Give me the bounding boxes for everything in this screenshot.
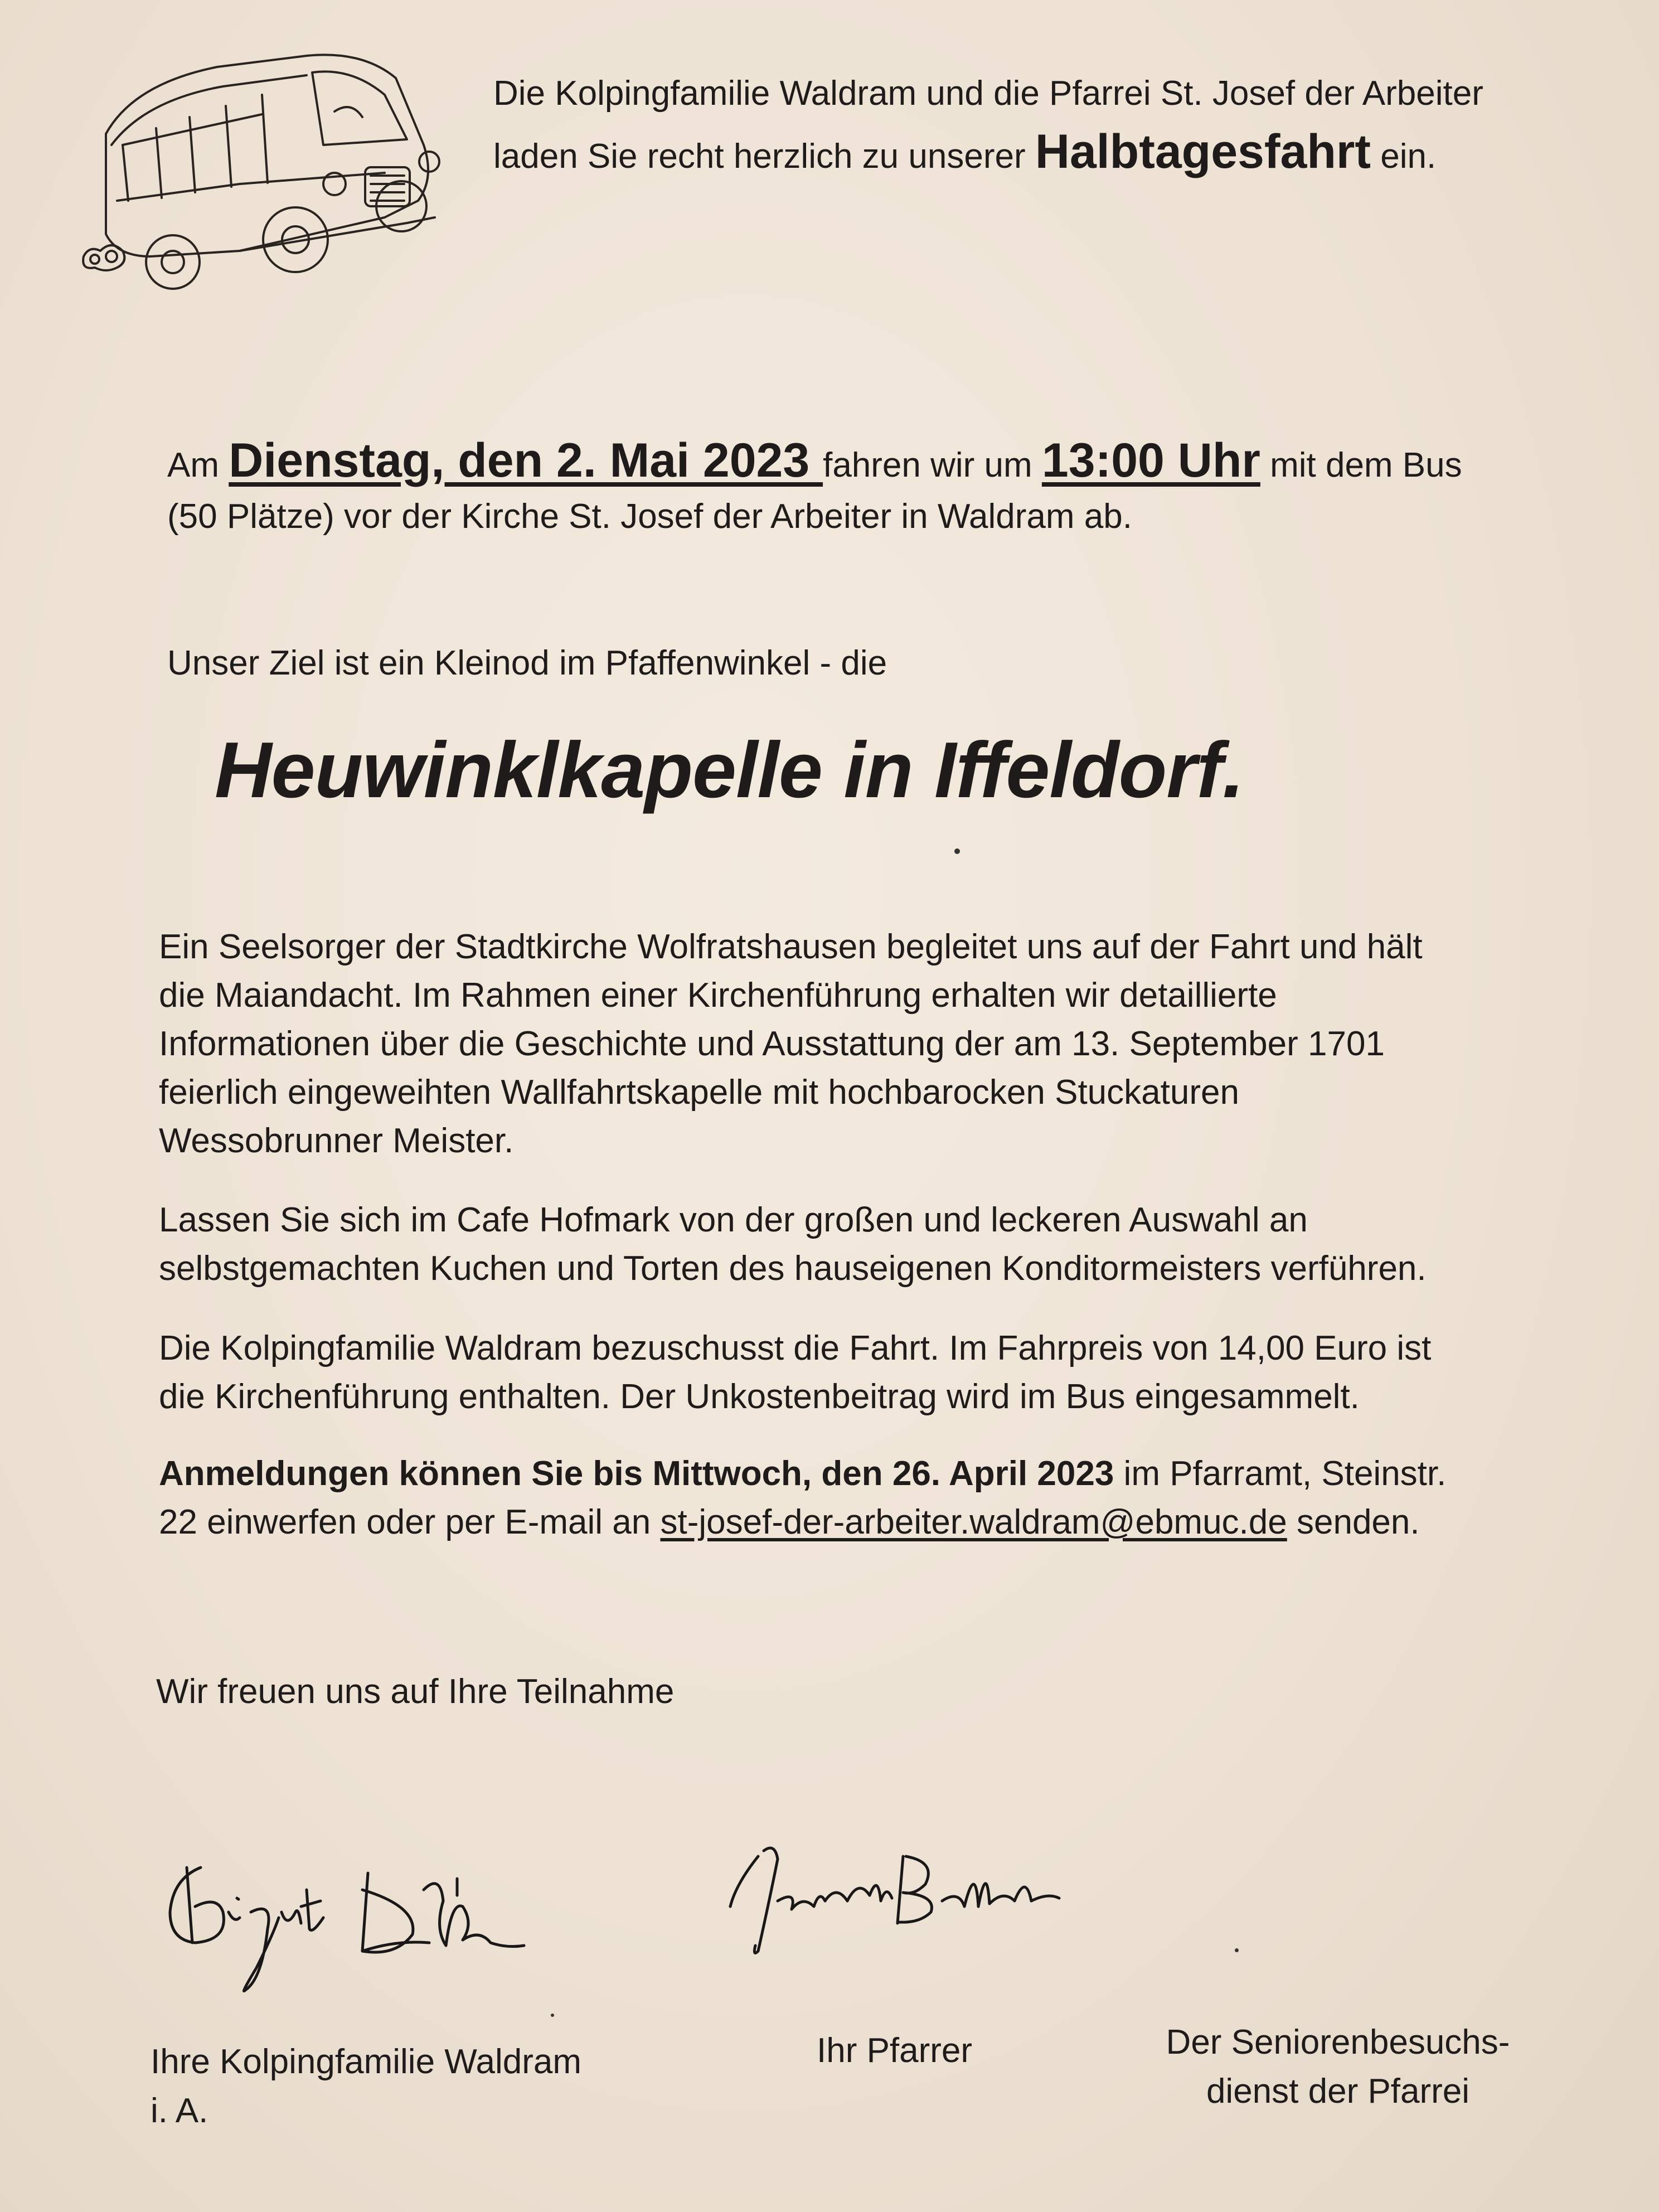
closing-line: Wir freuen uns auf Ihre Teilnahme: [156, 1672, 675, 1711]
program-line: die Maiandacht. Im Rahmen einer Kirchenführung erhalten wir detaillierte: [159, 976, 1277, 1015]
cafe-line: selbstgemachten Kuchen und Torten des hauseigenen Konditormeisters verführen.: [159, 1249, 1427, 1288]
paragraph-cafe: [159, 1196, 1541, 1293]
departure-middle: fahren wir um: [823, 446, 1042, 484]
program-line: Wessobrunner Meister.: [159, 1122, 514, 1160]
program-line: Informationen über die Geschichte und Ausstattung der am 13. September 1701: [159, 1025, 1385, 1063]
kolping-ia: i. A.: [151, 2092, 208, 2130]
departure-line-1: [167, 435, 1505, 491]
stray-dot: [551, 2014, 554, 2017]
intro-line-2-start: laden Sie recht herzlich zu unserer: [493, 137, 1035, 176]
footer-senioren: [1148, 2018, 1527, 2116]
destination-intro: Unser Ziel ist ein Kleinod im Pfaffenwinkel - die: [167, 644, 887, 682]
departure-paragraph: [167, 435, 1505, 542]
intro-line-2: [493, 123, 1553, 186]
stray-dot: [954, 848, 960, 854]
price-line: die Kirchenführung enthalten. Der Unkostenbeitrag wird im Bus eingesammelt.: [159, 1377, 1360, 1416]
paragraph-registration: [159, 1449, 1541, 1546]
cafe-line: Lassen Sie sich im Cafe Hofmark von der großen und leckeren Auswahl an: [159, 1201, 1308, 1239]
registration-place: im Pfarramt, Steinstr.: [1114, 1454, 1447, 1493]
intro-text: [493, 64, 1553, 186]
senioren-line: dienst der Pfarrei: [1206, 2072, 1470, 2111]
program-line: Ein Seelsorger der Stadtkirche Wolfratshausen begleitet uns auf der Fahrt und hält: [159, 928, 1423, 966]
registration-deadline: Anmeldungen können Sie bis Mittwoch, den 26. April 2023: [159, 1454, 1114, 1493]
footer-pfarrer: Ihr Pfarrer: [817, 2031, 973, 2070]
departure-prefix: Am: [167, 446, 229, 484]
departure-date: Dienstag, den 2. Mai 2023: [229, 434, 823, 487]
departure-line-2: (50 Plätze) vor der Kirche St. Josef der Arbeiter in Waldram ab.: [167, 497, 1132, 536]
paragraph-program: [159, 923, 1541, 1165]
program-line: feierlich eingeweihten Wallfahrtskapelle mit hochbarocken Stuckaturen: [159, 1073, 1239, 1112]
departure-suffix: mit dem Bus: [1260, 446, 1462, 484]
registration-line-2-start: 22 einwerfen oder per E-mail an: [159, 1503, 661, 1541]
registration-line-2: [159, 1498, 1541, 1546]
senioren-line: Der Seniorenbesuchs-: [1166, 2023, 1510, 2061]
departure-time: 13:00 Uhr: [1041, 434, 1260, 487]
trip-type: Halbtagesfahrt: [1035, 125, 1371, 178]
destination-headline: Heuwinklkapelle in Iffeldorf.: [215, 726, 1244, 814]
intro-line-2-end: ein.: [1370, 137, 1437, 176]
kolping-label: Ihre Kolpingfamilie Waldram: [151, 2043, 582, 2081]
registration-line-1: [159, 1449, 1541, 1498]
email-link[interactable]: st-josef-der-arbeiter.waldram@ebmuc.de: [660, 1503, 1287, 1541]
registration-line-2-end: senden.: [1287, 1503, 1420, 1541]
signature-kolping: [162, 1845, 552, 2012]
bus-illustration: [72, 33, 463, 301]
intro-line-1: Die Kolpingfamilie Waldram und die Pfarrei St. Josef der Arbeiter: [493, 74, 1483, 113]
price-line: Die Kolpingfamilie Waldram bezuschusst die Fahrt. Im Fahrpreis von 14,00 Euro ist: [159, 1329, 1432, 1367]
signature-pfarrer: [725, 1840, 1070, 1968]
stray-dot: [1235, 1948, 1239, 1952]
paragraph-price: [159, 1324, 1541, 1421]
footer-kolping: [151, 2038, 652, 2136]
